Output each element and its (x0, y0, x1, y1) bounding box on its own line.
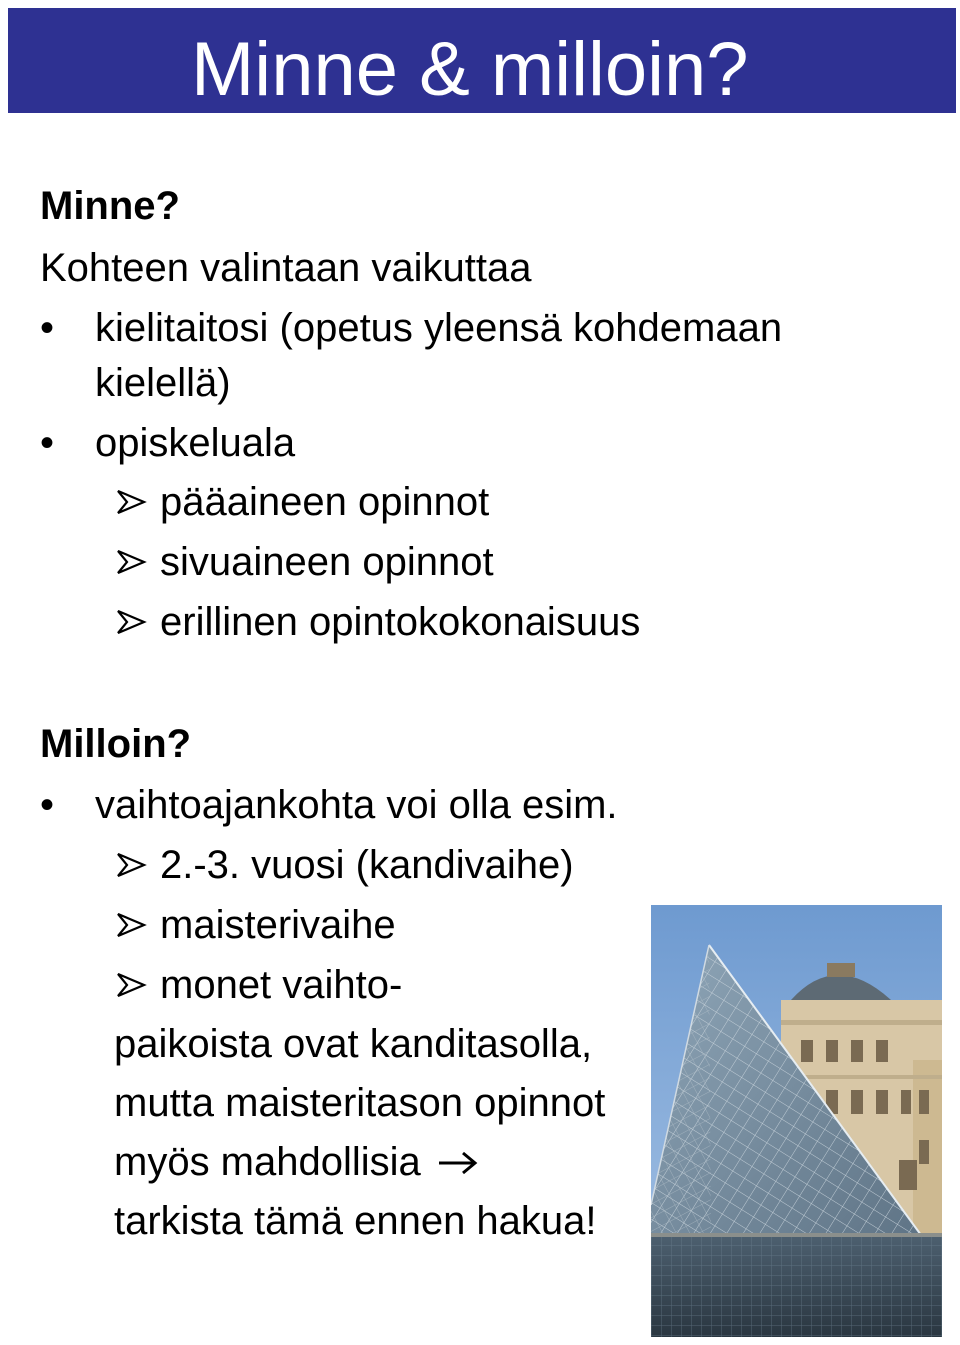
section-heading-where: Minne? (40, 184, 180, 228)
bullet-dot: • (40, 421, 55, 465)
sub-item-many: monet vaihto- (160, 963, 403, 1007)
list-item-language-line2: kielellä) (95, 361, 231, 405)
sub-item-major: pääaineen opinnot (160, 480, 490, 524)
bullet-dot: • (40, 306, 55, 350)
sub-item-separate: erillinen opintokokonaisuus (160, 600, 641, 644)
list-item-timing: vaihtoajankohta voi olla esim. (95, 783, 618, 827)
continuation-line-1: paikoista ovat kanditasolla, (114, 1022, 593, 1066)
list-item-field: opiskeluala (95, 421, 296, 465)
page-title: Minne & milloin? (191, 27, 749, 112)
bullet-dot: • (40, 783, 55, 827)
title-bar (8, 8, 956, 113)
sub-item-master: maisterivaihe (160, 903, 396, 947)
arrowhead-icon (115, 852, 147, 878)
sub-item-minor: sivuaineen opinnot (160, 540, 494, 584)
sub-item-bachelor: 2.-3. vuosi (kandivaihe) (160, 843, 574, 887)
continuation-line-3: myös mahdollisia (114, 1140, 421, 1184)
list-item-language-line1: kielitaitosi (opetus yleensä kohdemaan (95, 306, 783, 350)
continuation-line-4: tarkista tämä ennen hakua! (114, 1199, 597, 1243)
arrowhead-icon (115, 489, 147, 515)
right-arrow-icon (437, 1150, 479, 1176)
arrowhead-icon (115, 549, 147, 575)
arrowhead-icon (115, 912, 147, 938)
arrowhead-icon (115, 972, 147, 998)
continuation-line-2: mutta maisteritason opinnot (114, 1081, 606, 1125)
arrowhead-icon (115, 609, 147, 635)
intro-text: Kohteen valintaan vaikuttaa (40, 246, 532, 290)
louvre-pyramid-photo (651, 905, 942, 1337)
section-heading-when: Milloin? (40, 722, 192, 766)
